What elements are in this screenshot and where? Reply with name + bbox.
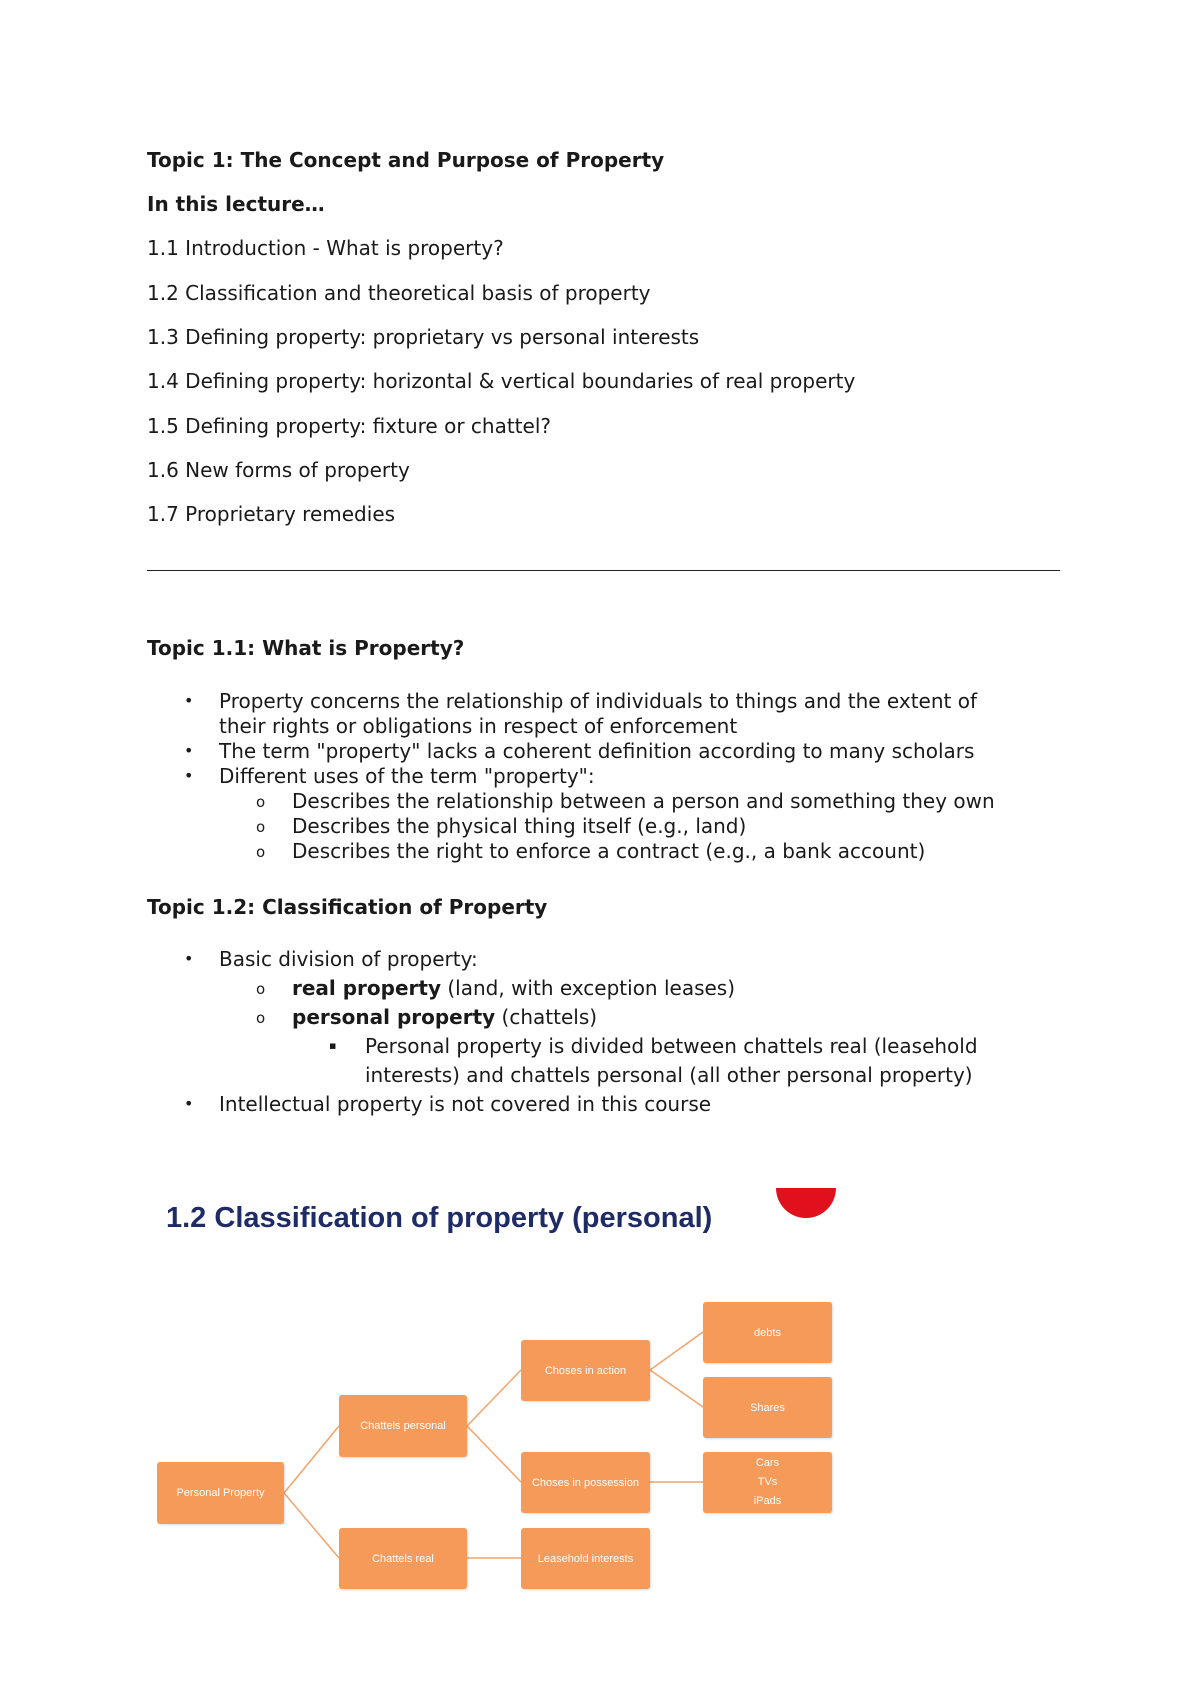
node-shares: Shares — [703, 1377, 832, 1438]
section-title-1-2: Topic 1.2: Classification of Property — [147, 895, 548, 919]
example-cars: Cars — [755, 1457, 780, 1469]
node-choses-in-action: Choses in action — [521, 1340, 650, 1401]
sub-bullet-marker: o — [256, 843, 266, 861]
toc-item-4: 1.4 Defining property: horizontal & vertical boundaries of real property — [147, 369, 856, 393]
node-chattels-personal: Chattels personal — [339, 1395, 467, 1457]
sub-bullet-marker: o — [256, 980, 266, 998]
term-description: (chattels) — [495, 1005, 598, 1029]
connector — [467, 1370, 521, 1426]
node-choses-in-possession: Choses in possession — [521, 1452, 650, 1513]
toc-item-2: 1.2 Classification and theoretical basis of property — [147, 281, 651, 305]
page-title: Topic 1: The Concept and Purpose of Property — [147, 148, 665, 172]
term-description: (land, with exception leases) — [441, 976, 736, 1000]
bullet-text: Basic division of property: — [219, 947, 478, 971]
node-chattels-real: Chattels real — [339, 1528, 467, 1589]
section-title-1-1: Topic 1.1: What is Property? — [147, 636, 465, 660]
sub-bullet-text: Describes the physical thing itself (e.g., land) — [292, 814, 747, 838]
connector — [284, 1426, 339, 1493]
connector — [650, 1332, 703, 1370]
node-leasehold-interests: Leasehold interests — [521, 1528, 650, 1589]
bullet-marker: • — [184, 691, 194, 710]
sub-bullet-marker: o — [256, 1009, 266, 1027]
bullet-text: Intellectual property is not covered in this course — [219, 1092, 712, 1116]
toc-item-5: 1.5 Defining property: fixture or chattel? — [147, 414, 551, 438]
sub-bullet-marker: o — [256, 793, 266, 811]
toc-item-1: 1.1 Introduction - What is property? — [147, 236, 504, 260]
sub-sub-bullet-text: Personal property is divided between chattels real (leasehold — [365, 1034, 978, 1058]
bullet-marker: • — [184, 741, 194, 760]
term-real-property: real property — [292, 976, 442, 1000]
toc-item-6: 1.6 New forms of property — [147, 458, 410, 482]
bullet-marker: • — [184, 949, 194, 968]
intro-heading: In this lecture… — [147, 192, 325, 216]
example-tvs: TVs — [757, 1476, 778, 1488]
slide-title: 1.2 Classification of property (personal) — [166, 1202, 713, 1234]
sub-bullet-text: Describes the right to enforce a contract (e.g., a bank account) — [292, 839, 926, 863]
connector — [650, 1370, 703, 1407]
sub-bullet-text: Describes the relationship between a person and something they own — [292, 789, 995, 813]
toc-item-3: 1.3 Defining property: proprietary vs personal interests — [147, 325, 700, 349]
node-debts: debts — [703, 1302, 832, 1363]
bullet-text-continued: their rights or obligations in respect of enforcement — [219, 714, 738, 738]
term-personal-property: personal property — [292, 1005, 496, 1029]
example-ipads: iPads — [753, 1495, 782, 1507]
node-possession-examples — [703, 1452, 832, 1513]
bullet-text: The term "property" lacks a coherent definition according to many scholars — [219, 739, 975, 763]
bullet-text: Property concerns the relationship of individuals to things and the extent of — [219, 689, 977, 713]
sub-sub-bullet-text-continued: interests) and chattels personal (all other personal property) — [365, 1063, 973, 1087]
toc-item-7: 1.7 Proprietary remedies — [147, 502, 396, 526]
bullet-text: Different uses of the term "property": — [219, 764, 595, 788]
connector — [467, 1426, 521, 1482]
square-bullet-marker: ▪ — [329, 1039, 337, 1052]
connector — [284, 1493, 339, 1558]
bullet-marker: • — [184, 1094, 194, 1113]
node-personal-property: Personal Property — [157, 1462, 284, 1524]
bullet-marker: • — [184, 766, 194, 785]
sub-bullet-marker: o — [256, 818, 266, 836]
